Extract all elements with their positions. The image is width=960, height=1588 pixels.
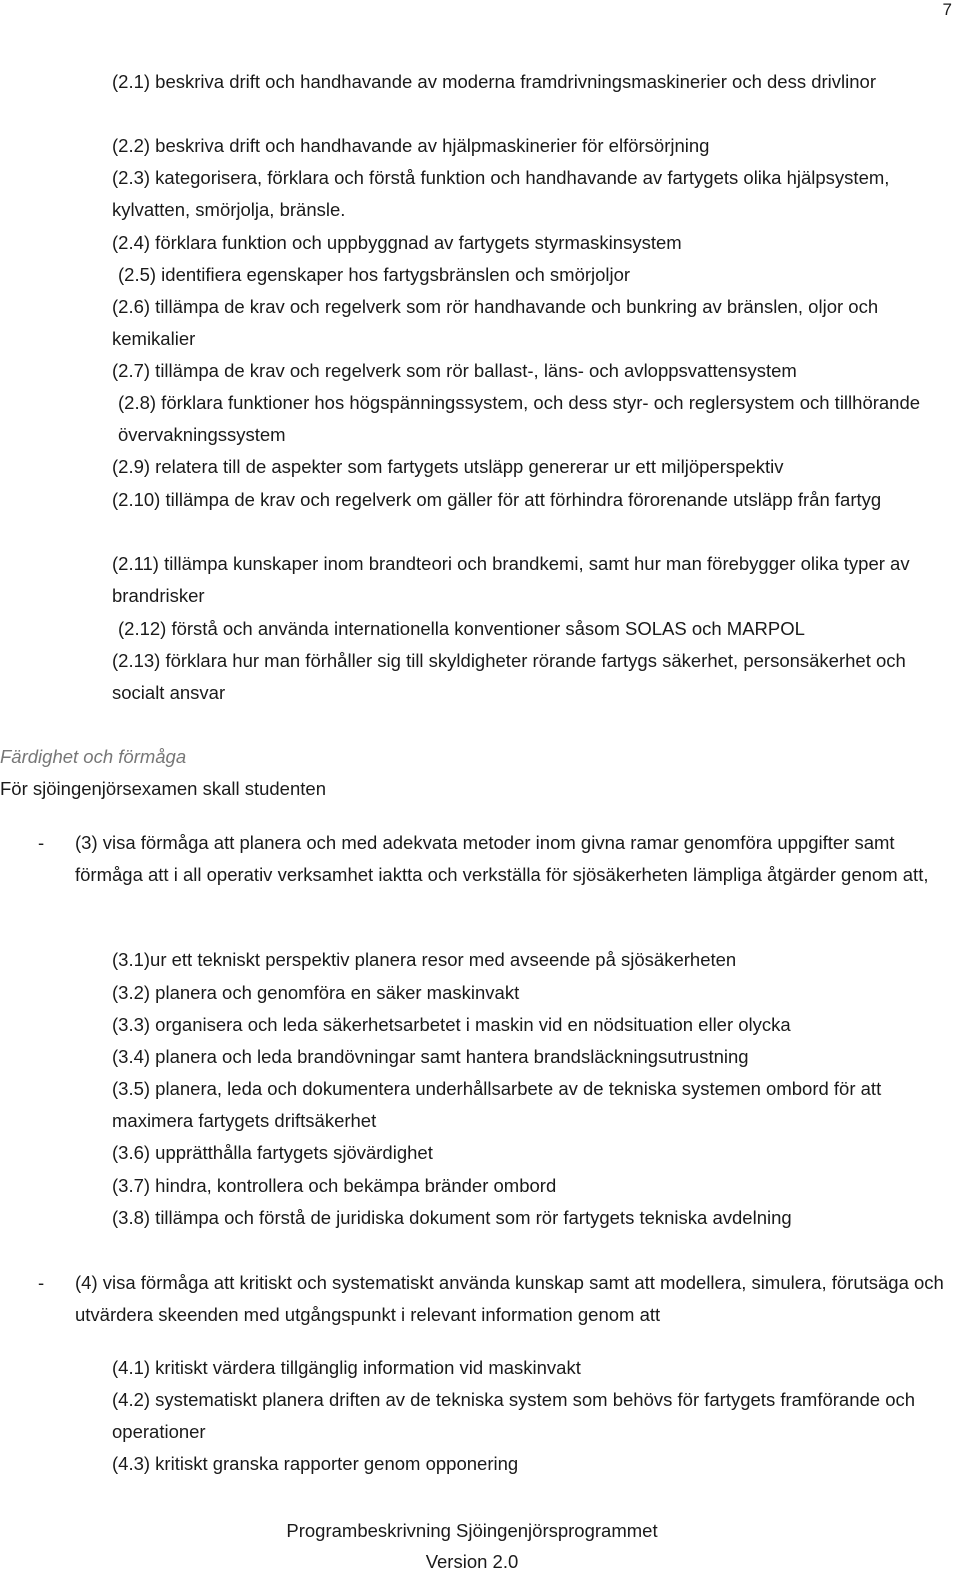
section-intro: För sjöingenjörsexamen skall studenten [0,778,326,799]
list-item: (3.2) planera och genomföra en säker maskinvakt [112,982,520,1003]
footer-title: Programbeskrivning Sjöingenjörsprogrammet [286,1520,658,1541]
list-item: (2.12) förstå och använda internationella konventioner såsom SOLAS och MARPOL [118,618,805,639]
list-item: (4.1) kritiskt värdera tillgänglig information vid maskinvakt [112,1357,581,1378]
section-heading: Färdighet och förmåga [0,746,187,767]
list-item: (2.6) tillämpa de krav och regelverk som rör handhavande och bunkring av bränslen, oljor och kemikalier [112,296,879,349]
list-item: (2.11) tillämpa kunskaper inom brandteori och brandkemi, samt hur man förebygger olika typer av brandrisker [112,553,910,606]
list-item: (2.3) kategorisera, förklara och förstå funktion och handhavande av fartygets olika hjälpsystem, kylvatten, smörjolja, bränsle. [112,167,890,220]
list-item: (2.10) tillämpa de krav och regelverk om gäller för att förhindra förorenande utsläpp från fartyg [112,489,882,510]
page-number: 7 [942,0,952,19]
list-item: (2.8) förklara funktioner hos högspänningssystem, och dess styr- och reglersystem och tillhörande övervakningssystem [118,392,921,445]
list-item: (3.8) tillämpa och förstå de juridiska dokument som rör fartygets tekniska avdelning [112,1207,792,1228]
bullet-dash: - [38,1272,45,1293]
list-item: (2.5) identifiera egenskaper hos fartygsbränslen och smörjoljor [118,264,631,285]
bullet-text: (3) visa förmåga att planera och med adekvata metoder inom givna ramar genomföra uppgifter samt förmåga att i all operativ verksamhet iaktta och verkställa för sjösäkerheten lämpliga åtgärder genom att, [75,832,929,885]
list-item: (3.3) organisera och leda säkerhetsarbetet i maskin vid en nödsituation eller olycka [112,1014,791,1035]
list-item: (2.9) relatera till de aspekter som fartygets utsläpp genererar ur ett miljöperspektiv [112,456,784,477]
list-item: (4.3) kritiskt granska rapporter genom opponering [112,1453,519,1474]
bullet-dash: - [38,832,45,853]
list-item: (2.7) tillämpa de krav och regelverk som rör ballast-, läns- och avloppsvattensystem [112,360,797,381]
footer-version: Version 2.0 [425,1551,519,1572]
list-item: (3.7) hindra, kontrollera och bekämpa bränder ombord [112,1175,557,1196]
bullet-text: (4) visa förmåga att kritiskt och systematiskt använda kunskap samt att modellera, simulera, förutsäga och utvärdera skeenden med utgångspunkt i relevant information genom att [75,1272,944,1325]
list-item: (2.13) förklara hur man förhåller sig till skyldigheter rörande fartygs säkerhet, personsäkerhet och socialt ansvar [112,650,906,703]
list-item: (3.4) planera och leda brandövningar samt hantera brandsläckningsutrustning [112,1046,749,1067]
list-item: (4.2) systematiskt planera driften av de tekniska system som behövs för fartygets framförande och operationer [112,1389,916,1442]
list-item: (2.4) förklara funktion och uppbyggnad av fartygets styrmaskinsystem [112,232,682,253]
list-item: (3.5) planera, leda och dokumentera underhållsarbete av de tekniska systemen ombord för att maximera fartygets driftsäkerhet [112,1078,882,1131]
list-item: (3.1)ur ett tekniskt perspektiv planera resor med avseende på sjösäkerheten [112,949,737,970]
list-item: (2.1) beskriva drift och handhavande av moderna framdrivningsmaskinerier och dess drivlinor [112,71,877,92]
list-item: (3.6) upprätthålla fartygets sjövärdighet [112,1142,433,1163]
list-item: (2.2) beskriva drift och handhavande av hjälpmaskinerier för elförsörjning [112,135,710,156]
